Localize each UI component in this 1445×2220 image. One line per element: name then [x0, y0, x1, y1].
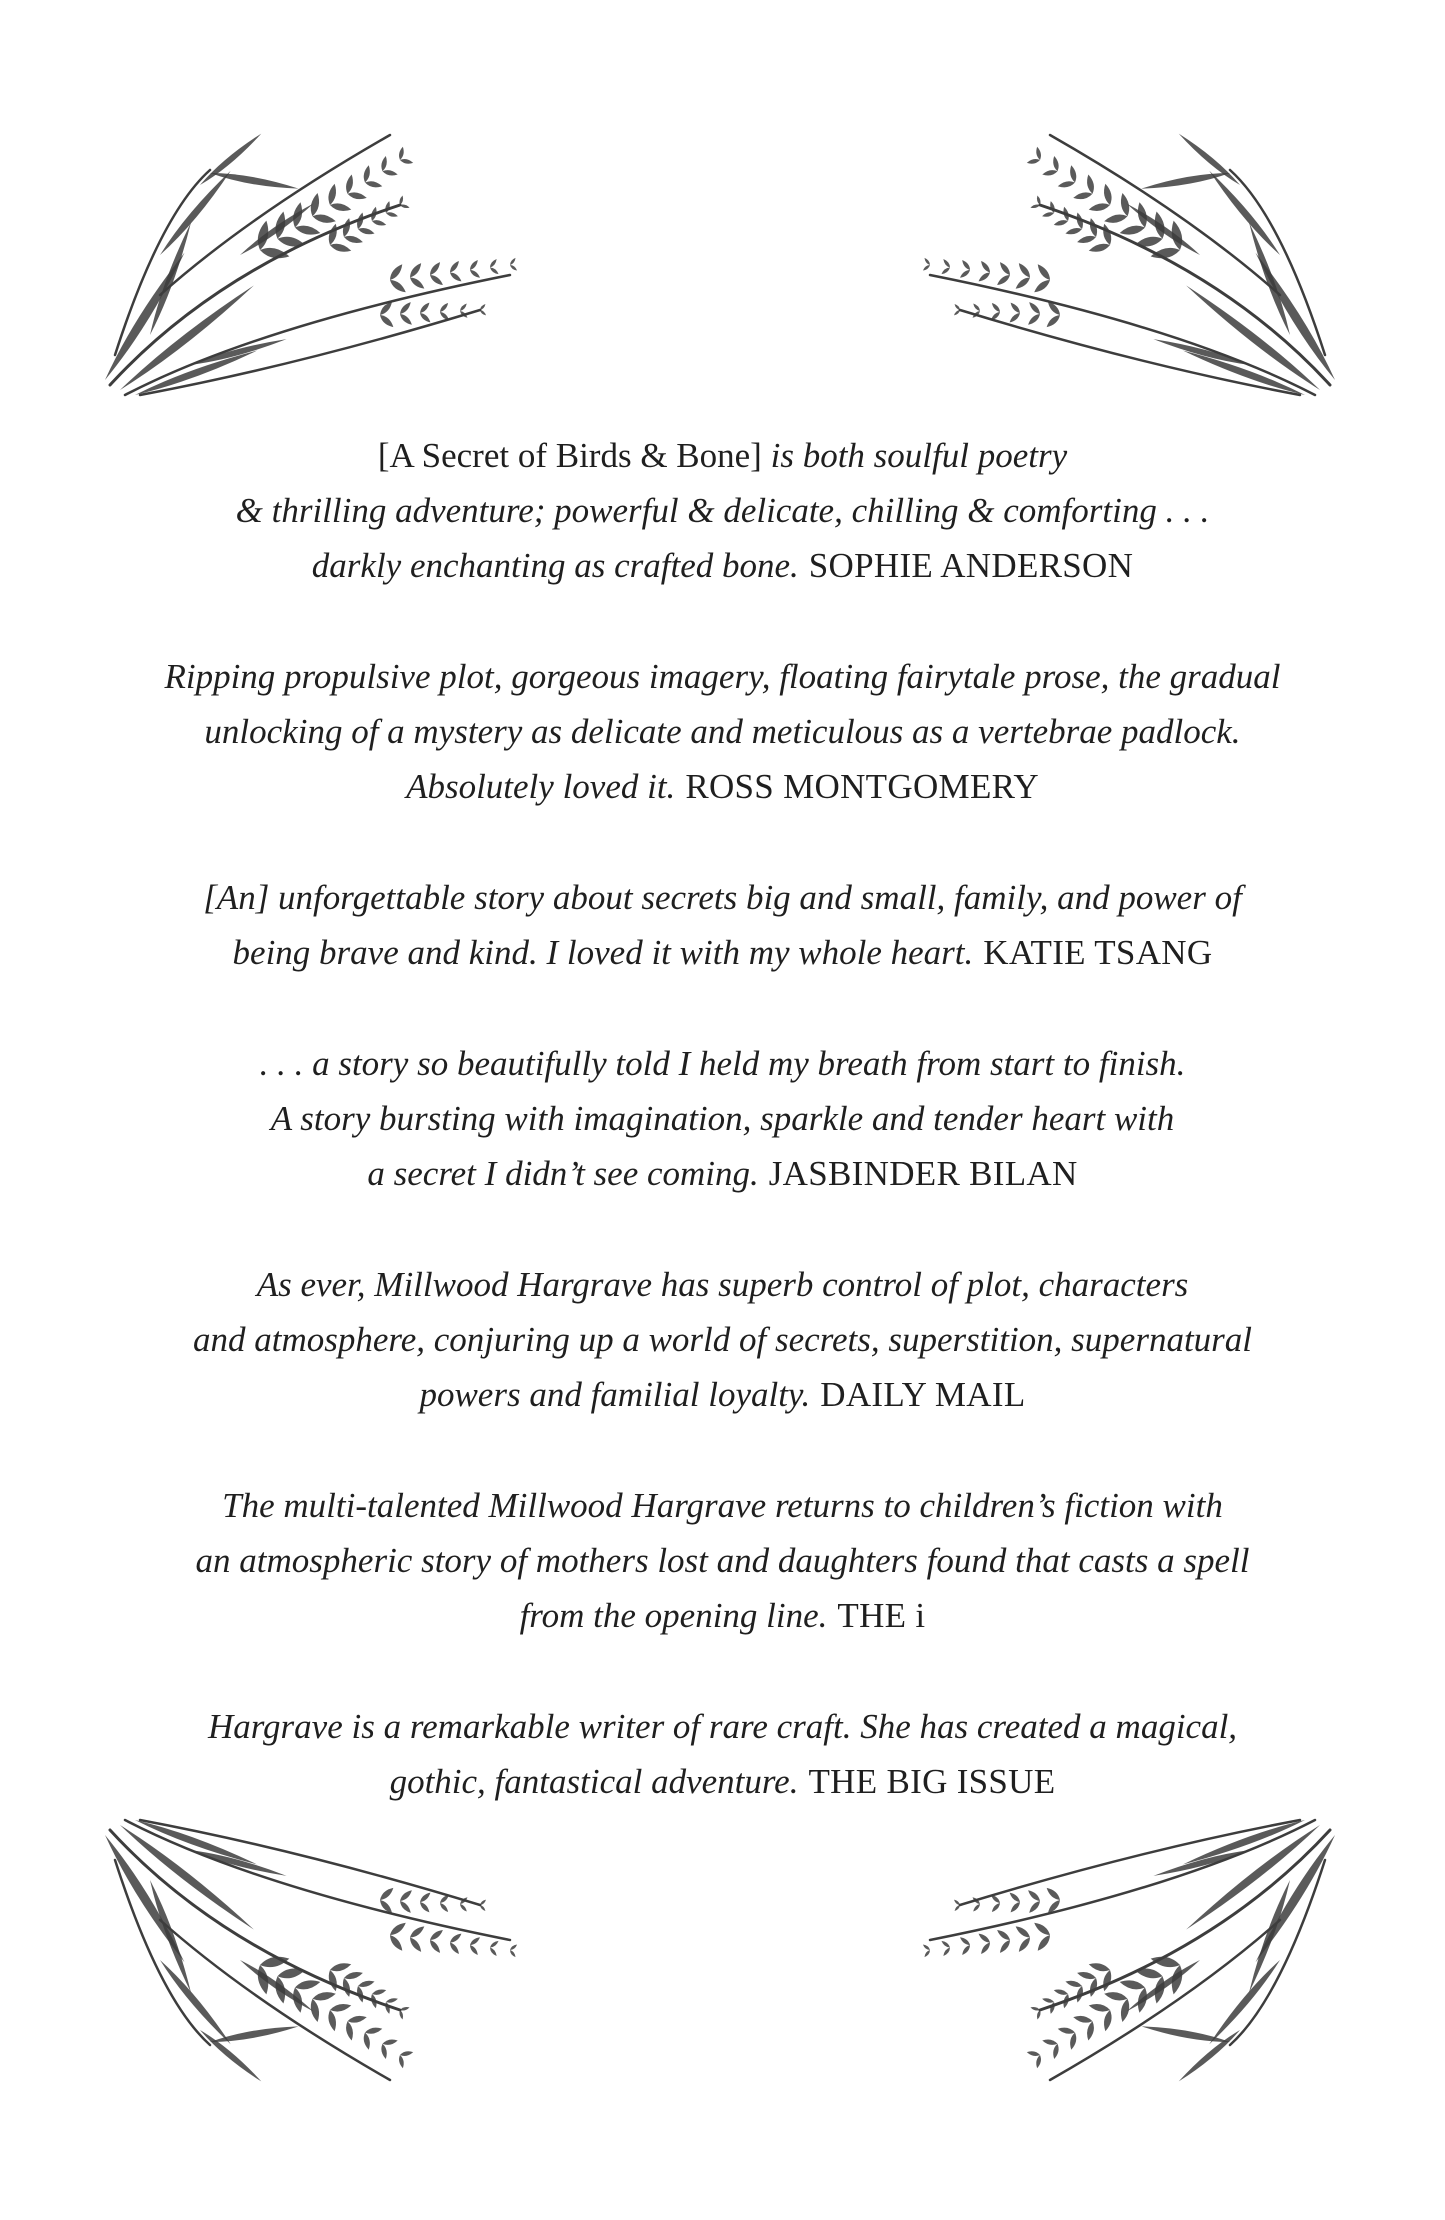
quote-line [0, 1699, 1445, 1754]
quote-line [0, 1533, 1445, 1588]
quote-attribution: JASBINDER BILAN [768, 1154, 1078, 1193]
quote-attribution: ROSS MONTGOMERY [685, 767, 1039, 806]
review-quote [0, 428, 1445, 593]
quote-text: from the opening line. [519, 1596, 828, 1635]
quote-line [0, 759, 1445, 814]
quote-line [0, 1257, 1445, 1312]
quote-text: being brave and kind. I loved it with my whole heart. [232, 933, 974, 972]
lavender-ornament-svg [100, 95, 570, 405]
quote-attribution: KATIE TSANG [983, 933, 1213, 972]
quote-text: powers and familial loyalty. [419, 1375, 811, 1414]
quote-line [0, 1754, 1445, 1809]
quote-text: Hargrave is a remarkable writer of rare craft. She has created a magical, [207, 1707, 1238, 1746]
quote-text: [An] unforgettable story about secrets big and small, family, and power of [203, 878, 1242, 917]
quote-text: & thrilling adventure; powerful & delicate, chilling & comforting . . . [235, 491, 1210, 530]
quote-line [0, 538, 1445, 593]
quote-line [0, 483, 1445, 538]
quote-attribution: THE BIG ISSUE [808, 1762, 1056, 1801]
quote-text: a secret I didn’t see coming. [367, 1154, 759, 1193]
review-quote [0, 649, 1445, 814]
quote-text: Ripping propulsive plot, gorgeous imagery, floating fairytale prose, the gradual [164, 657, 1281, 696]
quote-text: The multi-talented Millwood Hargrave returns to children’s fiction with [222, 1486, 1223, 1525]
review-quote [0, 870, 1445, 980]
quote-text: A story bursting with imagination, sparkle and tender heart with [270, 1099, 1175, 1138]
quote-line [0, 1146, 1445, 1201]
review-quote [0, 1257, 1445, 1422]
review-quote [0, 1699, 1445, 1809]
quote-text: As ever, Millwood Hargrave has superb control of plot, characters [256, 1265, 1189, 1304]
quote-attribution: SOPHIE ANDERSON [808, 546, 1134, 585]
quote-text: unlocking of a mystery as delicate and meticulous as a vertebrae padlock. [204, 712, 1241, 751]
quote-text: an atmospheric story of mothers lost and daughters found that casts a spell [195, 1541, 1250, 1580]
lavender-ornament-svg [870, 95, 1340, 405]
quote-line [0, 870, 1445, 925]
quote-text: gothic, fantastical adventure. [389, 1762, 799, 1801]
quote-text: and atmosphere, conjuring up a world of secrets, superstition, supernatural [192, 1320, 1253, 1359]
lavender-ornament-top-left [100, 95, 570, 405]
quote-line [0, 1036, 1445, 1091]
quote-text: Absolutely loved it. [406, 767, 676, 806]
quote-attribution: DAILY MAIL [820, 1375, 1026, 1414]
review-quote [0, 1478, 1445, 1643]
quote-line [0, 1312, 1445, 1367]
quote-line [0, 1367, 1445, 1422]
book-title-text: [A Secret of Birds & Bone] [377, 436, 771, 475]
quote-line [0, 649, 1445, 704]
lavender-ornament-top-right [870, 95, 1340, 405]
quote-line [0, 1091, 1445, 1146]
quote-line [0, 925, 1445, 980]
quote-line [0, 428, 1445, 483]
quote-text: . . . a story so beautifully told I held my breath from start to finish. [259, 1044, 1186, 1083]
quote-line [0, 704, 1445, 759]
quote-text: is both soulful poetry [770, 436, 1068, 475]
review-quote [0, 1036, 1445, 1201]
quote-attribution: THE i [837, 1596, 926, 1635]
quote-text: darkly enchanting as crafted bone. [311, 546, 799, 585]
review-quotes [0, 428, 1445, 1865]
quote-line [0, 1588, 1445, 1643]
quote-line [0, 1478, 1445, 1533]
